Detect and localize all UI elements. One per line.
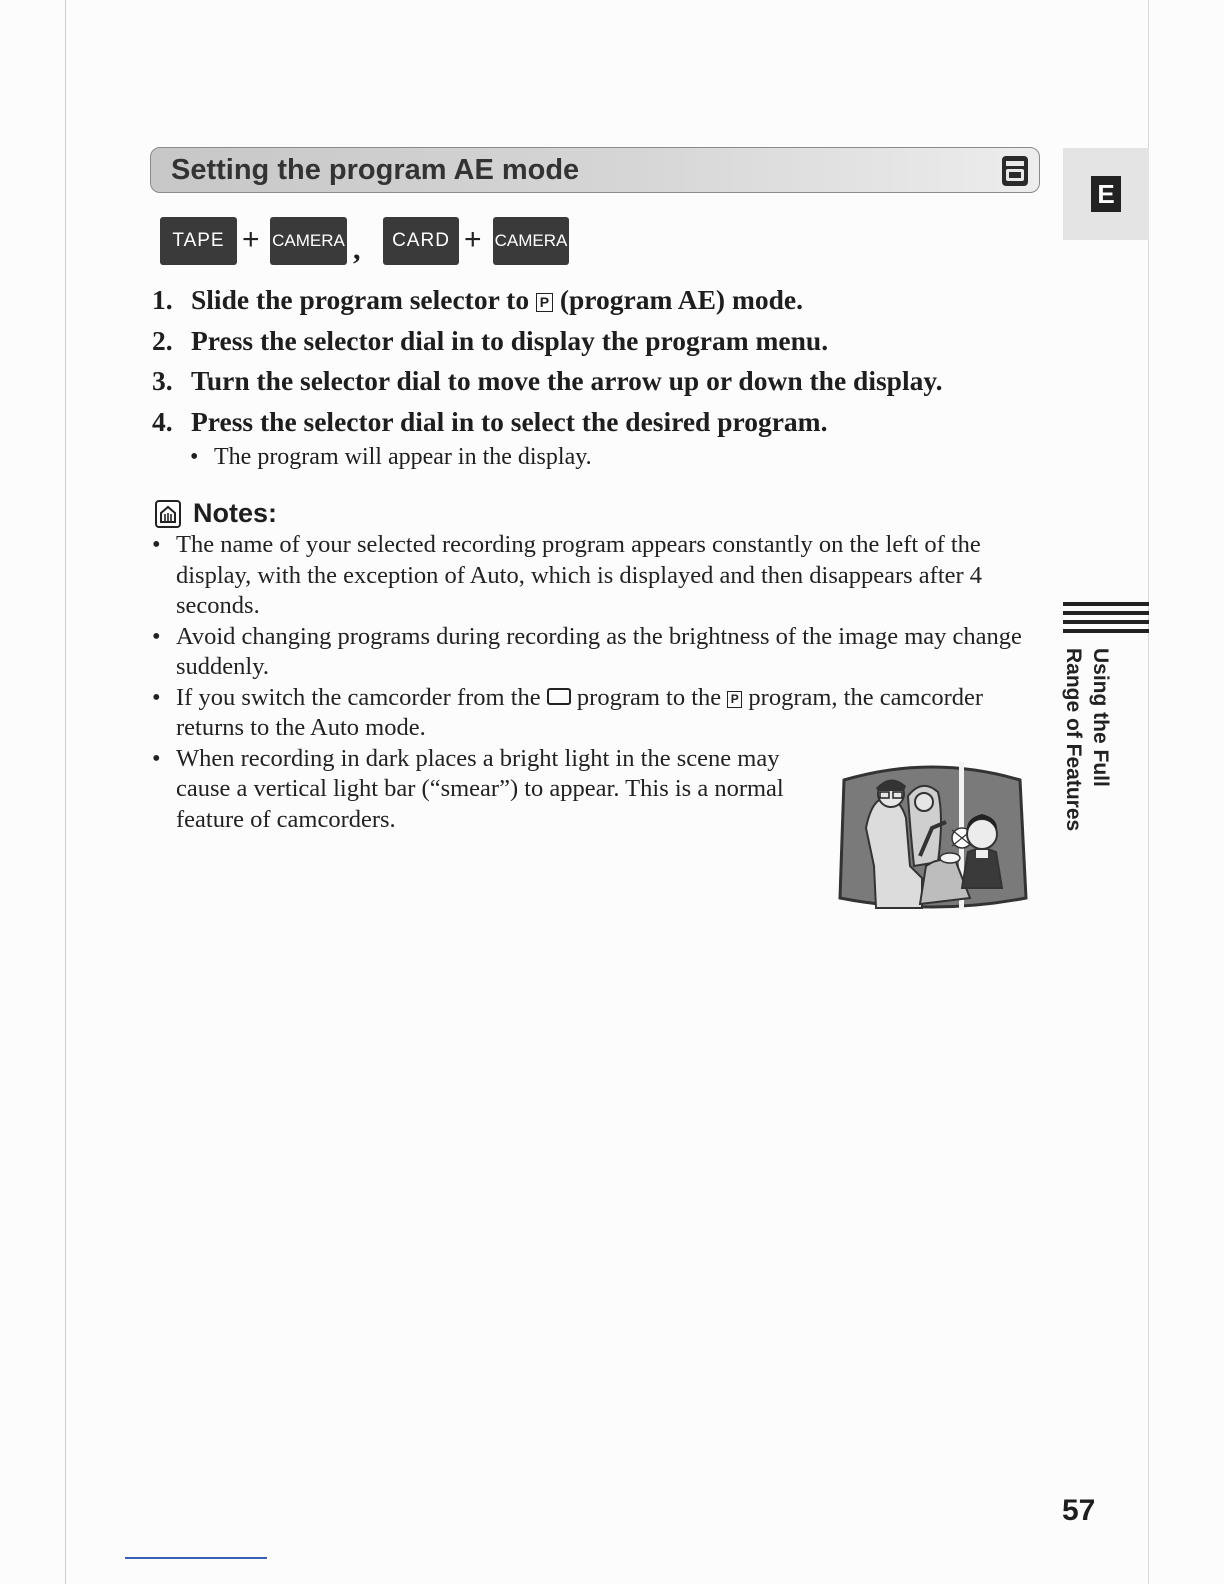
section-tab-lines — [1063, 602, 1149, 638]
camera-mode-button: CAMERA — [493, 217, 569, 265]
auto-mode-icon — [547, 688, 571, 705]
plus-sign: + — [464, 223, 482, 256]
camcorder-mode-icon — [1001, 155, 1029, 187]
program-ae-icon: P — [536, 293, 553, 312]
step-item — [152, 280, 942, 321]
note-text: If you switch the camcorder from the — [176, 683, 541, 711]
camera-mode-button: CAMERA — [270, 217, 347, 265]
section-title: Setting the program AE mode — [171, 153, 580, 186]
step-text: Press the selector dial in to select the desired program. — [191, 405, 828, 437]
bottom-link-underline[interactable] — [125, 1557, 267, 1559]
section-side-label — [1058, 648, 1114, 848]
step-item — [152, 361, 942, 402]
step-sub-bullet: • The program will appear in the display. — [190, 442, 942, 472]
language-letter: E — [1091, 176, 1121, 212]
step-item — [152, 321, 942, 362]
note-text: program, the camcorder returns to the Auto mode. — [176, 683, 984, 741]
step-number: 3. — [152, 365, 173, 396]
steps-list — [152, 280, 942, 472]
step-number: 2. — [152, 324, 173, 356]
tab-line — [1063, 629, 1149, 633]
page-number: 57 — [1062, 1494, 1096, 1527]
plus-sign: + — [242, 223, 260, 256]
card-mode-button: CARD — [383, 217, 459, 265]
note-item — [152, 683, 1032, 744]
step-number: 4. — [152, 405, 173, 437]
tab-line — [1063, 611, 1149, 615]
notes-icon — [155, 500, 181, 528]
page-left-edge — [65, 0, 66, 1584]
notes-title: Notes: — [193, 498, 278, 528]
note-item: • When recording in dark places a bright light in the scene may cause a vertical light bar (“smear”) to appear. This is a normal feature of camcorders. — [152, 744, 816, 836]
side-label-line: Range of Features — [1062, 648, 1085, 832]
step-text: (program AE) mode. — [559, 284, 803, 315]
note-text: program to the — [576, 683, 722, 711]
step-text: Press the selector dial in to display the program menu. — [191, 324, 829, 356]
tape-mode-button: TAPE — [160, 217, 237, 265]
step-item — [152, 402, 942, 443]
step-number: 1. — [152, 284, 173, 315]
program-ae-icon: P — [727, 691, 742, 708]
step-text: Slide the program selector to — [191, 284, 530, 315]
mode-separator: , — [353, 233, 361, 266]
tab-line — [1063, 602, 1149, 606]
tab-line — [1063, 620, 1149, 624]
step-text: Turn the selector dial to move the arrow up or down the display. — [191, 365, 943, 396]
smear-illustration — [836, 758, 1028, 910]
note-item: • The name of your selected recording program appears constantly on the left of the display, with the exception of Auto, which is displayed and then disappears after 4 seconds. — [152, 530, 1032, 622]
side-label-line: Using the Full — [1089, 648, 1112, 787]
language-tab — [1063, 148, 1149, 240]
notes-heading — [155, 498, 277, 529]
note-item: • Avoid changing programs during recording as the brightness of the image may change suddenly. — [152, 622, 1032, 683]
section-title-bar — [150, 147, 1040, 193]
